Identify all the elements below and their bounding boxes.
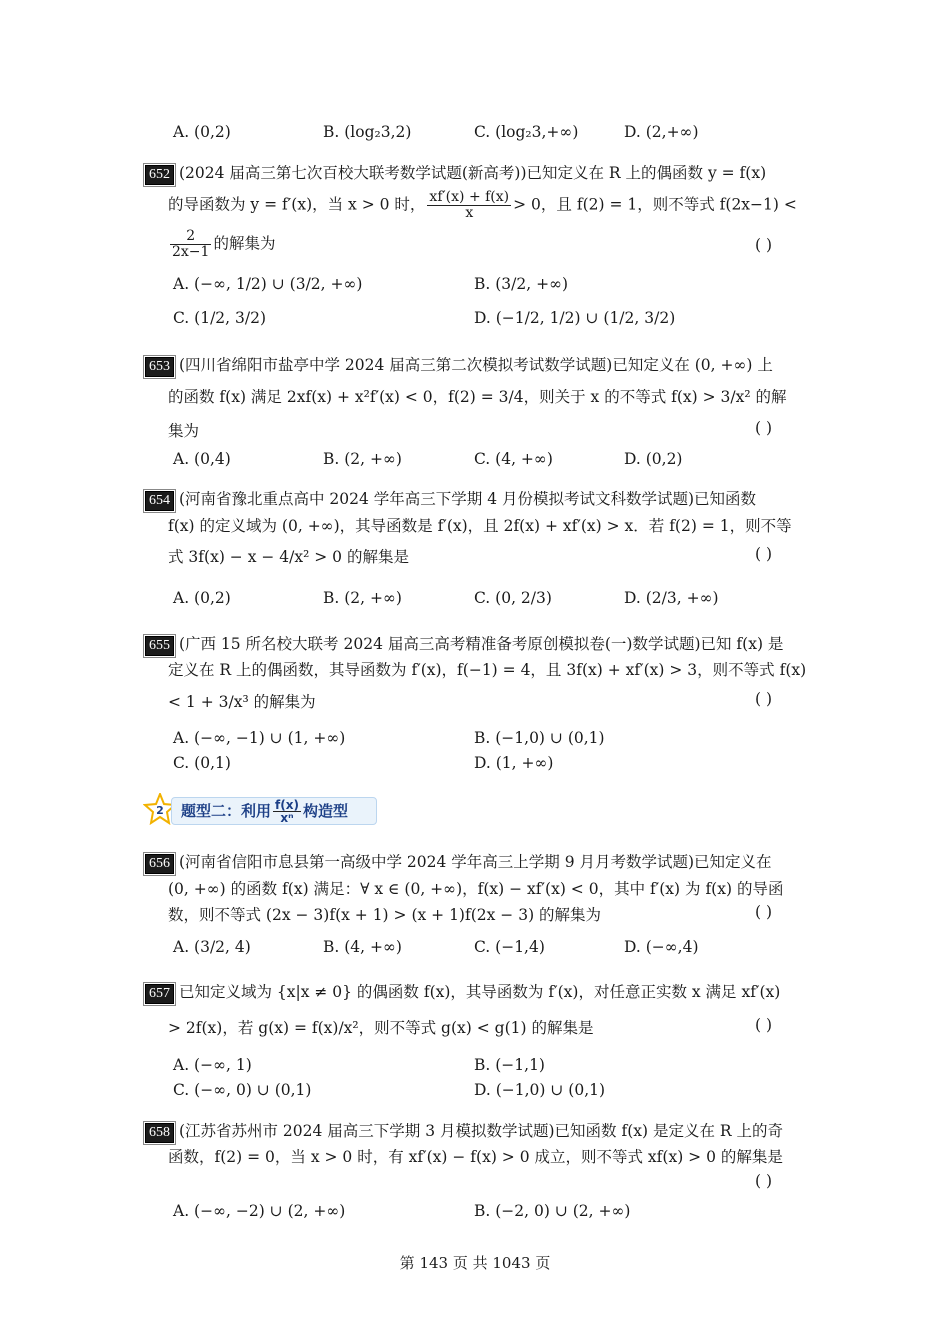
option-d: D. (−∞,4) bbox=[624, 938, 699, 956]
question-657 bbox=[145, 980, 780, 1004]
answer-blank: ( ) bbox=[755, 236, 773, 254]
option-c: C. (−∞, 0) ∪ (0,1) bbox=[173, 1081, 312, 1099]
option-a: A. (−∞, −2) ∪ (2, +∞) bbox=[173, 1202, 346, 1220]
option-c: C. (1/2, 3/2) bbox=[173, 309, 266, 327]
option-b: B. (3/2, +∞) bbox=[474, 275, 569, 293]
question-line-2: 的函数 f(x) 满足 2xf(x) + x²f′(x) < 0，f(2) = 3/4，则关于 x 的不等式 f(x) > 3/x² 的解 bbox=[168, 388, 787, 406]
question-line-2: > 2f(x)，若 g(x) = f(x)/x²，则不等式 g(x) < g(1) 的解集是 bbox=[168, 1019, 594, 1037]
question-line-2: 函数，f(2) = 0，当 x > 0 时，有 xf′(x) − f(x) > 0 成立，则不等式 xf(x) > 0 的解集是 bbox=[168, 1148, 783, 1166]
badge-number: 2 bbox=[156, 804, 164, 817]
text: 构造型 bbox=[302, 802, 348, 820]
option-a: A. (0,2) bbox=[173, 123, 231, 141]
option-a: A. (0,4) bbox=[173, 450, 231, 468]
option-b: B. (−1,1) bbox=[474, 1056, 545, 1074]
option-c: C. (0,1) bbox=[173, 754, 231, 772]
option-b: B. (−1,0) ∪ (0,1) bbox=[474, 729, 605, 747]
question-line-2: f(x) 的定义域为 (0, +∞)，其导函数是 f′(x)，且 2f(x) + xf′(x) > x．若 f(2) = 1，则不等 bbox=[168, 517, 792, 535]
question-653 bbox=[145, 353, 773, 377]
question-654 bbox=[145, 487, 756, 511]
text: 题型二：利用 bbox=[181, 802, 272, 820]
option-d: D. (−1/2, 1/2) ∪ (1/2, 3/2) bbox=[474, 309, 676, 327]
question-line-3: 数，则不等式 (2x − 3)f(x + 1) > (x + 1)f(2x − 3) 的解集为 bbox=[168, 906, 602, 924]
page-footer: 第 143 页 共 1043 页 bbox=[399, 1254, 551, 1272]
section-header bbox=[143, 793, 375, 825]
fraction bbox=[170, 229, 211, 260]
question-number: 655 bbox=[145, 636, 174, 656]
option-a: A. (−∞, 1) bbox=[173, 1056, 252, 1074]
question-656 bbox=[145, 850, 772, 874]
option-d: D. (2/3, +∞) bbox=[624, 589, 719, 607]
denominator: xⁿ bbox=[280, 811, 294, 825]
option-c: C. (log₂3,+∞) bbox=[474, 123, 579, 141]
option-a: A. (0,2) bbox=[173, 589, 231, 607]
fraction bbox=[273, 799, 301, 824]
question-line: (河南省豫北重点高中 2024 学年高三下学期 4 月份模拟考试文科数学试题)已知函数 bbox=[178, 490, 757, 508]
answer-blank: ( ) bbox=[755, 545, 773, 563]
question-line-3 bbox=[168, 229, 275, 260]
answer-blank: ( ) bbox=[755, 903, 773, 921]
option-d: D. (2,+∞) bbox=[624, 123, 699, 141]
question-line: (广西 15 所名校大联考 2024 届高三高考精准备考原创模拟卷(一)数学试题)已知 f(x) 是 bbox=[178, 635, 784, 653]
question-line: (四川省绵阳市盐亭中学 2024 届高三第二次模拟考试数学试题)已知定义在 (0, +∞) 上 bbox=[178, 356, 773, 374]
answer-blank: ( ) bbox=[755, 1172, 773, 1190]
question-number: 654 bbox=[145, 491, 174, 511]
option-a: A. (−∞, −1) ∪ (1, +∞) bbox=[173, 729, 346, 747]
question-number: 652 bbox=[145, 165, 174, 185]
question-number: 657 bbox=[145, 984, 174, 1004]
question-line-2: 定义在 R 上的偶函数，其导函数为 f′(x)，f(−1) = 4，且 3f(x) + xf′(x) > 3，则不等式 f(x) bbox=[168, 661, 807, 679]
option-b: B. (−2, 0) ∪ (2, +∞) bbox=[474, 1202, 631, 1220]
denominator: x bbox=[465, 205, 474, 221]
option-b: B. (log₂3,2) bbox=[323, 123, 412, 141]
question-line: (江苏省苏州市 2024 届高三下学期 3 月模拟数学试题)已知函数 f(x) 是定义在 R 上的奇 bbox=[178, 1122, 784, 1140]
question-line-3: < 1 + 3/x³ 的解集为 bbox=[168, 693, 316, 711]
question-line-3: 式 3f(x) − x − 4/x² > 0 的解集是 bbox=[168, 548, 409, 566]
answer-blank: ( ) bbox=[755, 690, 773, 708]
numerator: 2 bbox=[170, 229, 211, 245]
option-c: C. (−1,4) bbox=[474, 938, 545, 956]
question-652 bbox=[145, 161, 766, 185]
question-655 bbox=[145, 632, 783, 656]
question-line-3: 集为 bbox=[168, 422, 200, 440]
option-b: B. (4, +∞) bbox=[323, 938, 402, 956]
question-number: 658 bbox=[145, 1123, 174, 1143]
question-number: 653 bbox=[145, 357, 174, 377]
question-line-2 bbox=[168, 190, 797, 221]
numerator: f(x) bbox=[275, 798, 299, 812]
option-d: D. (1, +∞) bbox=[474, 754, 554, 772]
question-line: (2024 届高三第七次百校大联考数学试题(新高考))已知定义在 R 上的偶函数 y = f(x) bbox=[178, 164, 767, 182]
question-line: (河南省信阳市息县第一高级中学 2024 学年高三上学期 9 月月考数学试题)已知定义在 bbox=[178, 853, 772, 871]
fraction bbox=[427, 190, 511, 221]
option-c: C. (0, 2/3) bbox=[474, 589, 552, 607]
numerator: xf′(x) + f(x) bbox=[429, 189, 510, 205]
text: > 0，且 f(2) = 1，则不等式 f(2x−1) < bbox=[513, 195, 797, 214]
question-number: 656 bbox=[145, 854, 174, 874]
option-d: D. (−1,0) ∪ (0,1) bbox=[474, 1081, 606, 1099]
option-d: D. (0,2) bbox=[624, 450, 683, 468]
option-a: A. (3/2, 4) bbox=[173, 938, 251, 956]
option-c: C. (4, +∞) bbox=[474, 450, 553, 468]
text: 的解集为 bbox=[213, 234, 276, 253]
option-a: A. (−∞, 1/2) ∪ (3/2, +∞) bbox=[173, 275, 363, 293]
section-title bbox=[181, 799, 348, 824]
question-line-2: (0, +∞) 的函数 f(x) 满足：∀ x ∈ (0, +∞)，f(x) − xf′(x) < 0，其中 f′(x) 为 f(x) 的导函 bbox=[168, 880, 784, 898]
answer-blank: ( ) bbox=[755, 1016, 773, 1034]
question-658 bbox=[145, 1119, 783, 1143]
answer-blank: ( ) bbox=[755, 419, 773, 437]
denominator: 2x−1 bbox=[172, 244, 210, 260]
option-b: B. (2, +∞) bbox=[323, 450, 402, 468]
question-line: 已知定义域为 {x|x ≠ 0} 的偶函数 f(x)，其导函数为 f′(x)，对任意正实数 x 满足 xf′(x) bbox=[178, 983, 781, 1001]
option-b: B. (2, +∞) bbox=[323, 589, 402, 607]
text: 的导函数为 y = f′(x)，当 x > 0 时， bbox=[168, 195, 426, 214]
